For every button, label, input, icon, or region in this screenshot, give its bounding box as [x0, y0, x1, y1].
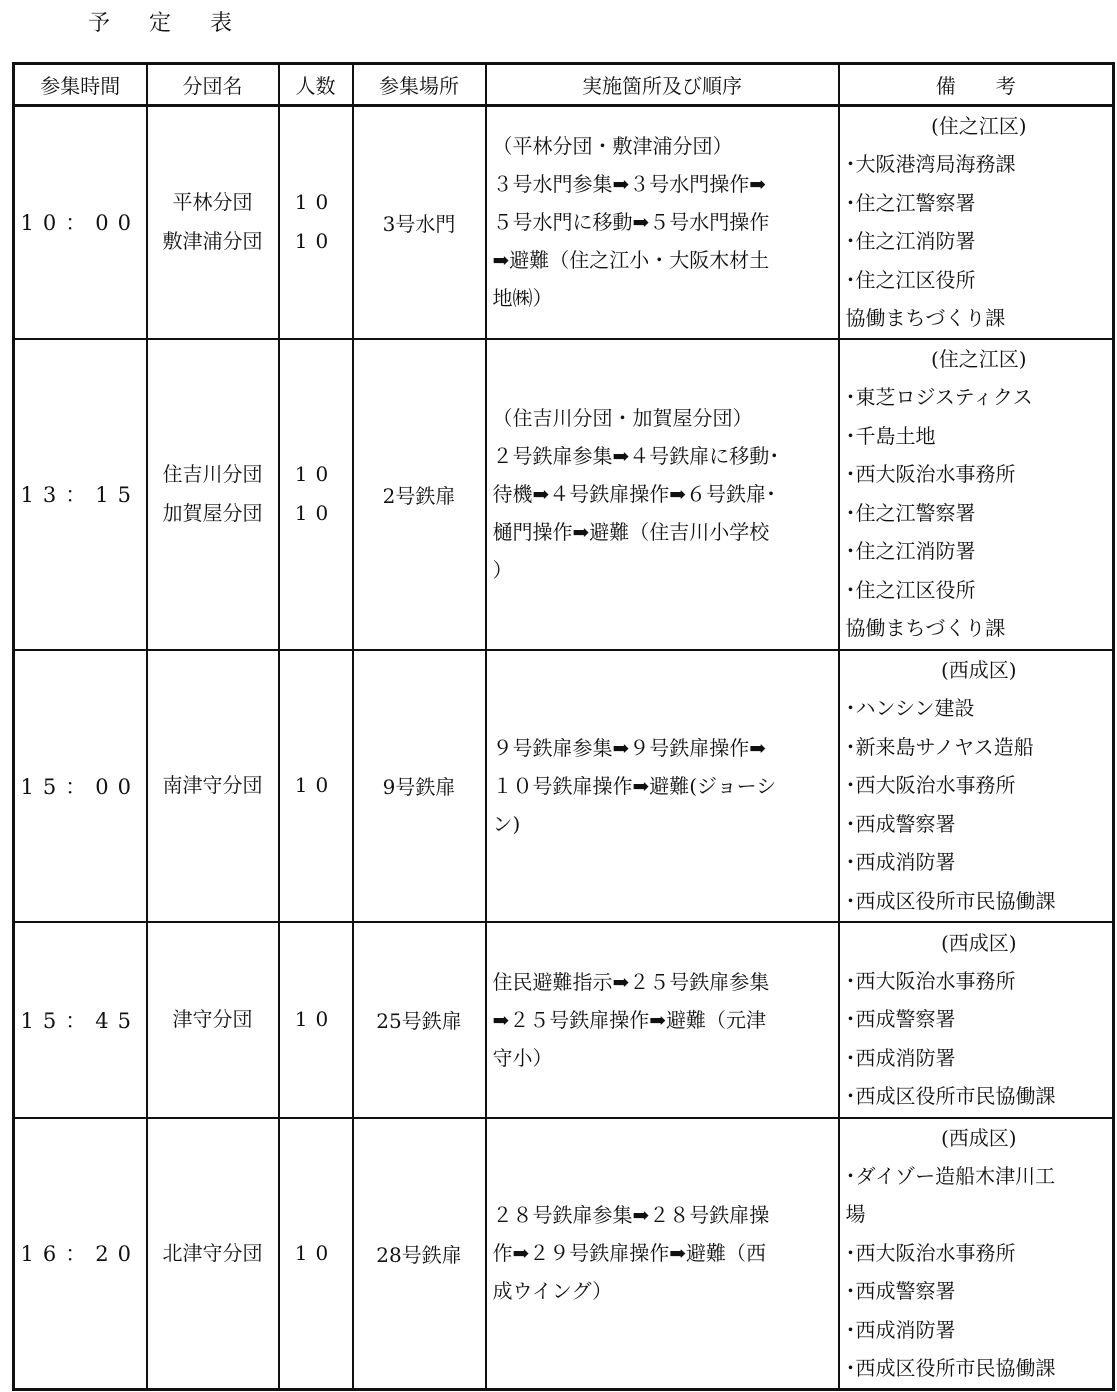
- remarks-item: ･住之江消防署: [845, 539, 976, 564]
- remarks-ward: (西成区): [940, 658, 1017, 682]
- remarks-item: 協働まちづくり課: [845, 306, 1006, 330]
- remarks-item: ･住之江区役所: [845, 577, 976, 602]
- remarks-item: ･西成消防署: [845, 850, 956, 874]
- remarks-item: ･西成区役所市民協働課: [845, 1084, 1056, 1108]
- procedure-line: ５号水門に移動➡５号水門操作: [492, 210, 770, 235]
- unit-names: [147, 650, 279, 922]
- procedure-line: 成ウイング）: [492, 1279, 613, 1304]
- procedure-line: 作➡２９号鉄扉操作➡避難（西: [492, 1241, 767, 1266]
- procedure-line: ９号鉄扉参集➡９号鉄扉操作➡: [492, 735, 767, 760]
- procedure-line: ン): [492, 811, 521, 836]
- table-row: [14, 922, 1114, 1118]
- remarks-item: ･住之江警察署: [845, 500, 976, 525]
- unit-name: 南津守分団: [162, 773, 263, 797]
- procedure-cell: [486, 922, 839, 1118]
- remarks-item: ･大阪港湾局海務課: [845, 152, 1016, 176]
- remarks-item: ･西成警察署: [845, 1007, 956, 1031]
- unit-names: [147, 1118, 279, 1390]
- headcounts: [279, 922, 353, 1118]
- remarks-cell: [839, 922, 1114, 1118]
- procedure-cell: [486, 1118, 839, 1390]
- header-remarks: 備 考: [839, 64, 1114, 106]
- header-procedure: 実施箇所及び順序: [486, 64, 839, 106]
- unit-names: [147, 922, 279, 1118]
- procedure-line: ➡避難（住之江小・大阪木材土: [492, 248, 770, 273]
- procedure-line: 待機➡４号鉄扉操作➡６号鉄扉･: [492, 482, 777, 506]
- remarks-item: ･ダイゾー造船木津川工: [845, 1163, 1056, 1188]
- procedure-line: 地㈱）: [492, 286, 553, 311]
- remarks-item: ･西大阪治水事務所: [845, 1240, 1016, 1265]
- assembly-place: 2号鉄扉: [353, 339, 486, 650]
- remarks-item: ･西成警察署: [845, 811, 956, 836]
- remarks-item: ･新来島サノヤス造船: [845, 734, 1034, 759]
- unit-names: [147, 106, 279, 339]
- procedure-line: （平林分団・敷津浦分団）: [492, 134, 733, 159]
- remarks-item: ･ハンシン建設: [845, 696, 975, 720]
- assembly-time: 13：15: [14, 339, 147, 650]
- procedure-cell: [486, 650, 839, 922]
- procedure-line: ➡２５号鉄扉操作➡避難（元津: [492, 1007, 767, 1032]
- assembly-time: 10：00: [14, 106, 147, 339]
- procedure-line: ）: [492, 558, 513, 582]
- remarks-item: ･東芝ロジスティクス: [845, 385, 1033, 410]
- remarks-cell: [839, 1118, 1114, 1390]
- remarks-ward: (西成区): [940, 930, 1017, 955]
- unit-name: 津守分団: [172, 1007, 253, 1031]
- schedule-table: [12, 62, 1115, 1391]
- remarks-ward: (住之江区): [930, 347, 1027, 372]
- unit-name: 平林分団: [172, 190, 253, 215]
- assembly-time: 15：45: [14, 922, 147, 1118]
- remarks-item: ･西成消防署: [845, 1317, 956, 1342]
- header-assembly-place: 参集場所: [353, 64, 486, 106]
- header-assembly-time: 参集時間: [14, 64, 147, 106]
- procedure-line: １０号鉄扉操作➡避難(ジョーシ: [492, 773, 777, 798]
- header-headcount: 人数: [279, 64, 353, 106]
- header-unit-name: 分団名: [147, 64, 279, 106]
- remarks-item: ･住之江区役所: [845, 267, 976, 292]
- assembly-place: 25号鉄扉: [353, 922, 486, 1118]
- remarks-item: 場: [845, 1202, 866, 1227]
- assembly-time: 15：00: [14, 650, 147, 922]
- remarks-item: ･住之江警察署: [845, 190, 976, 215]
- remarks-cell: [839, 650, 1114, 922]
- assembly-place: 9号鉄扉: [353, 650, 486, 922]
- table-row: [14, 650, 1114, 922]
- header-row: [14, 64, 1114, 106]
- remarks-cell: [839, 339, 1114, 650]
- remarks-item: 協働まちづくり課: [845, 616, 1006, 641]
- remarks-item: ･西成消防署: [845, 1045, 956, 1070]
- procedure-line: （住吉川分団・加賀屋分団）: [492, 406, 753, 430]
- headcounts: [279, 339, 353, 650]
- procedure-line: ２号鉄扉参集➡４号鉄扉に移動･: [492, 444, 780, 468]
- unit-name: 敷津浦分団: [162, 229, 263, 254]
- headcounts: [279, 106, 353, 339]
- remarks-item: ･西成区役所市民協働課: [845, 888, 1056, 913]
- headcount: 10: [294, 190, 337, 215]
- headcount: 10: [294, 1007, 337, 1031]
- headcounts: [279, 1118, 353, 1390]
- table-row: [14, 106, 1114, 339]
- headcount: 10: [294, 229, 337, 254]
- unit-name: 加賀屋分団: [162, 501, 263, 525]
- unit-name: 北津守分団: [162, 1240, 263, 1265]
- procedure-line: 住民避難指示➡２５号鉄扉参集: [492, 969, 770, 994]
- headcount: 10: [294, 1240, 337, 1265]
- headcounts: [279, 650, 353, 922]
- procedure-line: ３号水門参集➡３号水門操作➡: [492, 172, 767, 197]
- remarks-item: ･西大阪治水事務所: [845, 462, 1016, 487]
- headcount: 10: [294, 462, 337, 486]
- assembly-time: 16：20: [14, 1118, 147, 1390]
- document-title: 予 定 表: [88, 11, 248, 36]
- remarks-ward: (西成区): [940, 1125, 1017, 1150]
- procedure-line: ２８号鉄扉参集➡２８号鉄扉操: [492, 1203, 770, 1228]
- assembly-place: 3号水門: [353, 106, 486, 339]
- headcount: 10: [294, 773, 337, 797]
- remarks-item: ･住之江消防署: [845, 229, 976, 253]
- procedure-cell: [486, 106, 839, 339]
- remarks-item: ･西大阪治水事務所: [845, 773, 1016, 797]
- procedure-line: 守小）: [492, 1045, 553, 1070]
- remarks-item: ･千島土地: [845, 423, 936, 448]
- headcount: 10: [294, 501, 337, 525]
- remarks-ward: (住之江区): [930, 114, 1027, 138]
- table-row: [14, 339, 1114, 650]
- remarks-item: ･西成警察署: [845, 1279, 956, 1304]
- remarks-item: ･西成区役所市民協働課: [845, 1356, 1056, 1381]
- remarks-item: ･西大阪治水事務所: [845, 968, 1016, 993]
- unit-name: 住吉川分団: [162, 462, 263, 486]
- unit-names: [147, 339, 279, 650]
- remarks-cell: [839, 106, 1114, 339]
- procedure-line: 樋門操作➡避難（住吉川小学校: [492, 520, 770, 544]
- table-row: [14, 1118, 1114, 1390]
- procedure-cell: [486, 339, 839, 650]
- assembly-place: 28号鉄扉: [353, 1118, 486, 1390]
